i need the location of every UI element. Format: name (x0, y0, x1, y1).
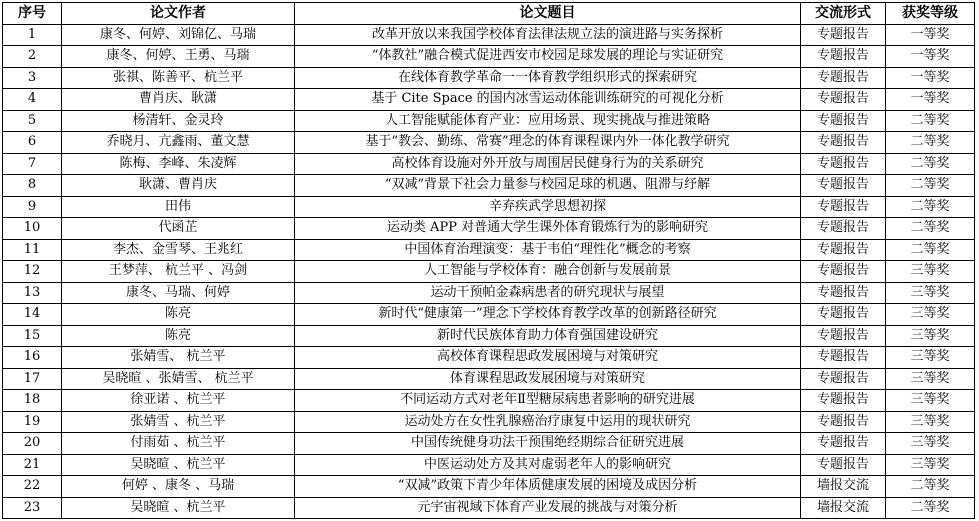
table-row (3, 368, 975, 390)
cell-author: 吴晓暄 、杭兰平 (62, 454, 295, 476)
table-row (3, 67, 975, 89)
cell-award: 二等奖 (886, 175, 975, 197)
cell-form: 专题报告 (801, 261, 886, 283)
cell-title: “双减”政策下青少年体质健康发展的困境及成因分析 (295, 476, 801, 498)
cell-title: 高校体育课程思政发展困境与对策研究 (295, 347, 801, 369)
table-row (3, 433, 975, 455)
cell-title: 新时代“健康第一”理念下学校体育教学改革的创新路径研究 (295, 304, 801, 326)
cell-title: “体教社”融合模式促进西安市校园足球发展的理论与实证研究 (295, 46, 801, 68)
header-award: 获奖等级 (886, 3, 975, 25)
header-row (3, 3, 975, 25)
cell-title: 新时代民族体育助力体育强国建设研究 (295, 325, 801, 347)
cell-title: 元宇宙视域下体育产业发展的挑战与对策分析 (295, 497, 801, 519)
cell-author: 耿潇、曹肖庆 (62, 175, 295, 197)
cell-author: 康冬、何婷、刘锦亿、马瑞 (62, 24, 295, 46)
cell-award: 三等奖 (886, 261, 975, 283)
cell-no: 13 (3, 282, 62, 304)
cell-form: 专题报告 (801, 454, 886, 476)
table-body (3, 24, 975, 519)
cell-no: 19 (3, 411, 62, 433)
cell-author: 陈亮 (62, 325, 295, 347)
cell-title: 基于 Cite Space 的国内冰雪运动体能训练研究的可视化分析 (295, 89, 801, 111)
cell-form: 专题报告 (801, 89, 886, 111)
cell-form: 专题报告 (801, 132, 886, 154)
cell-no: 11 (3, 239, 62, 261)
cell-form: 专题报告 (801, 390, 886, 412)
cell-no: 3 (3, 67, 62, 89)
cell-form: 专题报告 (801, 196, 886, 218)
table-row (3, 497, 975, 519)
cell-form: 专题报告 (801, 368, 886, 390)
header-title: 论文题目 (295, 3, 801, 25)
cell-title: 高校体育设施对外开放与周围居民健身行为的关系研究 (295, 153, 801, 175)
cell-no: 2 (3, 46, 62, 68)
cell-no: 10 (3, 218, 62, 240)
cell-award: 三等奖 (886, 368, 975, 390)
cell-award: 三等奖 (886, 454, 975, 476)
cell-author: 乔晓月、亢鑫雨、董文慧 (62, 132, 295, 154)
table-row (3, 325, 975, 347)
cell-award: 二等奖 (886, 497, 975, 519)
table-row (3, 390, 975, 412)
cell-no: 23 (3, 497, 62, 519)
table-row (3, 175, 975, 197)
cell-award: 三等奖 (886, 411, 975, 433)
cell-no: 12 (3, 261, 62, 283)
cell-title: 运动处方在女性乳腺癌治疗康复中运用的现状研究 (295, 411, 801, 433)
cell-award: 二等奖 (886, 132, 975, 154)
table-row (3, 347, 975, 369)
award-table (2, 2, 975, 519)
cell-form: 专题报告 (801, 46, 886, 68)
cell-form: 专题报告 (801, 411, 886, 433)
cell-form: 专题报告 (801, 347, 886, 369)
cell-title: 在线体育教学革命一一体育教学组织形式的探索研究 (295, 67, 801, 89)
cell-title: 体育课程思政发展困境与对策研究 (295, 368, 801, 390)
cell-no: 16 (3, 347, 62, 369)
cell-no: 1 (3, 24, 62, 46)
cell-form: 专题报告 (801, 282, 886, 304)
cell-author: 张祺、陈善平、杭兰平 (62, 67, 295, 89)
cell-author: 付雨茹 、杭兰平 (62, 433, 295, 455)
cell-award: 一等奖 (886, 46, 975, 68)
cell-award: 一等奖 (886, 89, 975, 111)
cell-form: 墙报交流 (801, 497, 886, 519)
cell-author: 康冬、马瑞、何婷 (62, 282, 295, 304)
header-author: 论文作者 (62, 3, 295, 25)
cell-award: 二等奖 (886, 153, 975, 175)
cell-author: 代函芷 (62, 218, 295, 240)
header-form: 交流形式 (801, 3, 886, 25)
cell-award: 二等奖 (886, 196, 975, 218)
cell-title: 人工智能赋能体育产业：应用场景、现实挑战与推进策略 (295, 110, 801, 132)
cell-award: 二等奖 (886, 110, 975, 132)
cell-author: 李杰、金雪琴、王兆红 (62, 239, 295, 261)
cell-author: 田伟 (62, 196, 295, 218)
table-row (3, 196, 975, 218)
cell-award: 三等奖 (886, 282, 975, 304)
cell-author: 曹肖庆、耿潇 (62, 89, 295, 111)
cell-award: 二等奖 (886, 239, 975, 261)
cell-form: 墙报交流 (801, 476, 886, 498)
cell-author: 何婷 、康冬 、马瑞 (62, 476, 295, 498)
table-row (3, 218, 975, 240)
cell-title: 中医运动处方及其对虚弱老年人的影响研究 (295, 454, 801, 476)
cell-award: 三等奖 (886, 433, 975, 455)
cell-title: 中国传统健身功法干预围绝经期综合征研究进展 (295, 433, 801, 455)
cell-form: 专题报告 (801, 433, 886, 455)
table-row (3, 153, 975, 175)
cell-no: 6 (3, 132, 62, 154)
cell-author: 张婧雪 、杭兰平 (62, 411, 295, 433)
cell-author: 张婧雪、 杭兰平 (62, 347, 295, 369)
cell-no: 18 (3, 390, 62, 412)
cell-author: 杨清轩、金灵玲 (62, 110, 295, 132)
cell-award: 一等奖 (886, 67, 975, 89)
table-row (3, 282, 975, 304)
cell-no: 9 (3, 196, 62, 218)
table-row (3, 46, 975, 68)
cell-author: 吴晓暄 、张婧雪、 杭兰平 (62, 368, 295, 390)
table-row (3, 24, 975, 46)
cell-award: 三等奖 (886, 390, 975, 412)
cell-form: 专题报告 (801, 304, 886, 326)
table-row (3, 110, 975, 132)
cell-award: 二等奖 (886, 218, 975, 240)
cell-no: 7 (3, 153, 62, 175)
cell-award: 三等奖 (886, 347, 975, 369)
table-row (3, 261, 975, 283)
cell-title: 改革开放以来我国学校体育法律法规立法的演进路与实务探析 (295, 24, 801, 46)
table-row (3, 454, 975, 476)
cell-form: 专题报告 (801, 325, 886, 347)
table-row (3, 476, 975, 498)
cell-form: 专题报告 (801, 153, 886, 175)
cell-form: 专题报告 (801, 218, 886, 240)
cell-no: 22 (3, 476, 62, 498)
cell-author: 陈亮 (62, 304, 295, 326)
cell-no: 21 (3, 454, 62, 476)
cell-title: 辛弃疾武学思想初探 (295, 196, 801, 218)
cell-author: 陈梅、李峰、朱凌辉 (62, 153, 295, 175)
cell-title: 基于“教会、勤练、常赛”理念的体育课程课内外一体化教学研究 (295, 132, 801, 154)
cell-author: 徐亚诺 、杭兰平 (62, 390, 295, 412)
cell-title: 中国体育治理演变：基于韦伯“理性化”概念的考察 (295, 239, 801, 261)
cell-title: 人工智能与学校体育：融合创新与发展前景 (295, 261, 801, 283)
table-row (3, 132, 975, 154)
cell-form: 专题报告 (801, 24, 886, 46)
cell-award: 三等奖 (886, 304, 975, 326)
cell-title: 不同运动方式对老年Ⅱ型糖尿病患者影响的研究进展 (295, 390, 801, 412)
cell-form: 专题报告 (801, 110, 886, 132)
cell-award: 三等奖 (886, 325, 975, 347)
table-row (3, 89, 975, 111)
cell-no: 17 (3, 368, 62, 390)
cell-title: 运动干预帕金森病患者的研究现状与展望 (295, 282, 801, 304)
cell-no: 4 (3, 89, 62, 111)
cell-no: 20 (3, 433, 62, 455)
cell-author: 王梦萍、 杭兰平 、冯剑 (62, 261, 295, 283)
cell-form: 专题报告 (801, 175, 886, 197)
cell-no: 14 (3, 304, 62, 326)
cell-award: 一等奖 (886, 24, 975, 46)
cell-form: 专题报告 (801, 67, 886, 89)
cell-award: 二等奖 (886, 476, 975, 498)
header-no: 序号 (3, 3, 62, 25)
cell-title: “双减”背景下社会力量参与校园足球的机遇、阻滞与纾解 (295, 175, 801, 197)
award-table-container (2, 2, 974, 519)
cell-author: 康冬、何婷、王勇、马瑞 (62, 46, 295, 68)
cell-author: 吴晓暄 、杭兰平 (62, 497, 295, 519)
cell-form: 专题报告 (801, 239, 886, 261)
cell-no: 5 (3, 110, 62, 132)
cell-no: 8 (3, 175, 62, 197)
table-row (3, 239, 975, 261)
cell-no: 15 (3, 325, 62, 347)
cell-title: 运动类 APP 对普通大学生课外体育锻炼行为的影响研究 (295, 218, 801, 240)
table-row (3, 411, 975, 433)
table-row (3, 304, 975, 326)
